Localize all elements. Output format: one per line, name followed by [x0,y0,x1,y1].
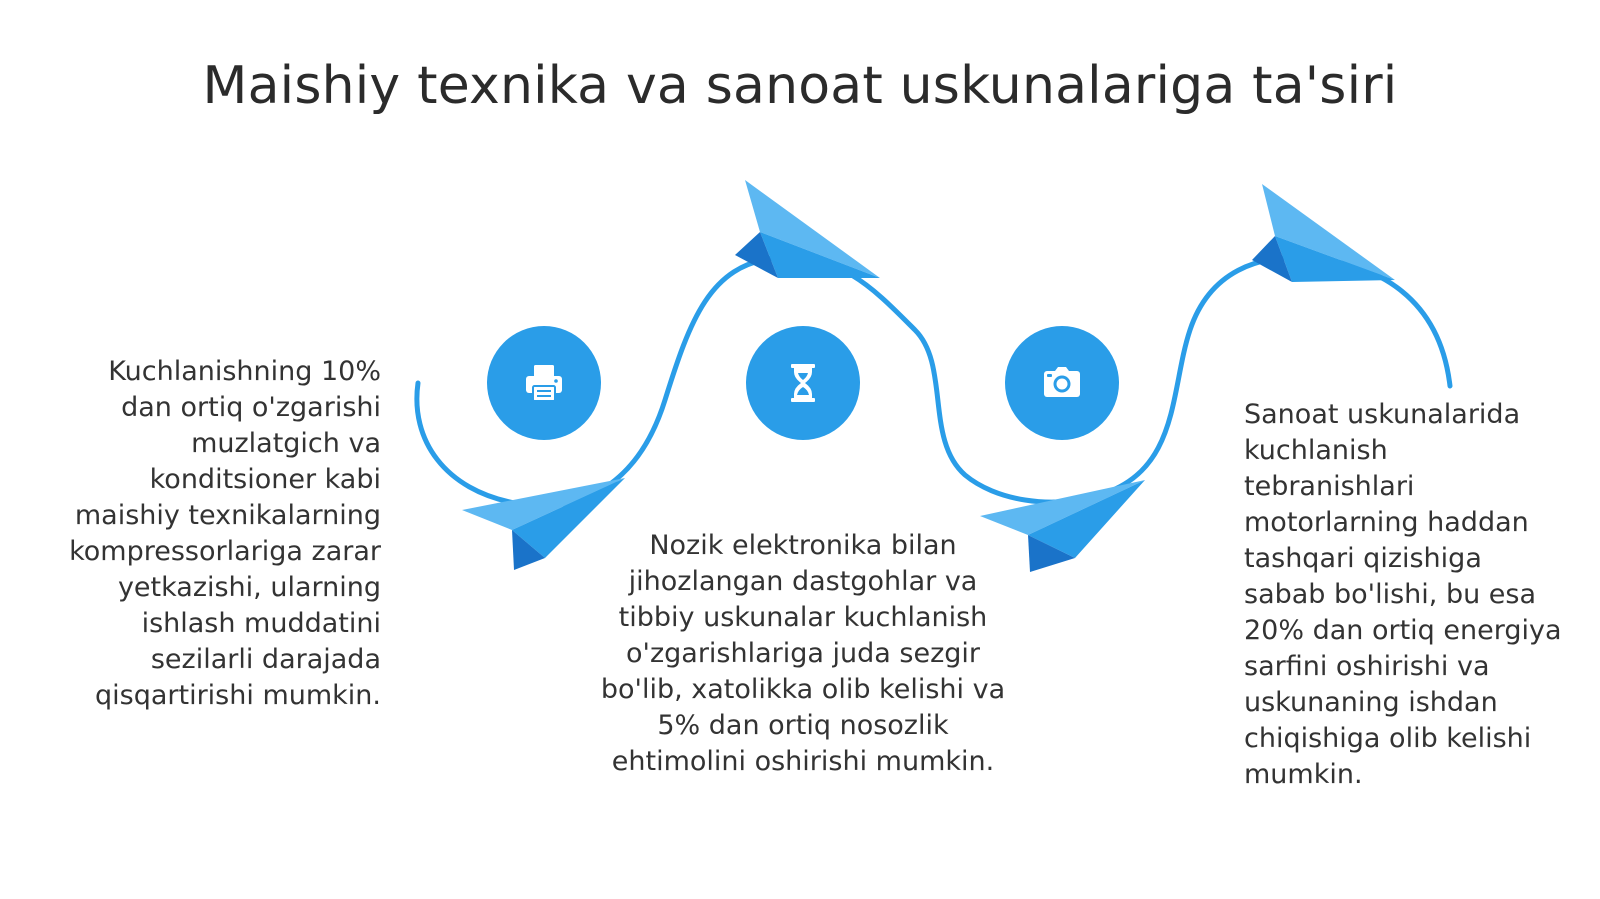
step-2-text: Nozik elektronika bilan jihozlangan dastgohlar va tibbiy uskunalar kuchlanish o'zgarishlariga juda sezgir bo'lib, xatolikka olib kelishi va 5% dan ortiq nosozlik ehtimolini oshirishi mumkin. [600,530,1006,777]
step-3-text: Sanoat uskunalarida kuchlanish tebranishlari motorlarning haddan tashqari qizishiga sabab bo'lishi, bu esa 20% dan ortiq energiya sarfini oshirishi va uskunaning ishdan chiqishiga olib kelishi mumkin. [1244,399,1562,790]
hourglass-icon [779,359,827,407]
step-3-icon-circle [1005,326,1119,440]
paper-plane-4 [1252,184,1395,282]
step-2-icon-circle [746,326,860,440]
printer-icon [520,359,568,407]
page-title: Maishiy texnika va sanoat uskunalariga ta'siri [202,56,1398,116]
step-1-icon-circle [487,326,601,440]
step-1-text: Kuchlanishning 10% dan ortiq o'zgarishi muzlatgich va konditsioner kabi maishiy texnikalarning kompressorlariga zarar yetkazishi, ularning ishlash muddatini sezilarli darajada qisqartirishi mumkin. [69,356,381,711]
paper-plane-2 [735,180,880,278]
camera-icon [1038,359,1086,407]
